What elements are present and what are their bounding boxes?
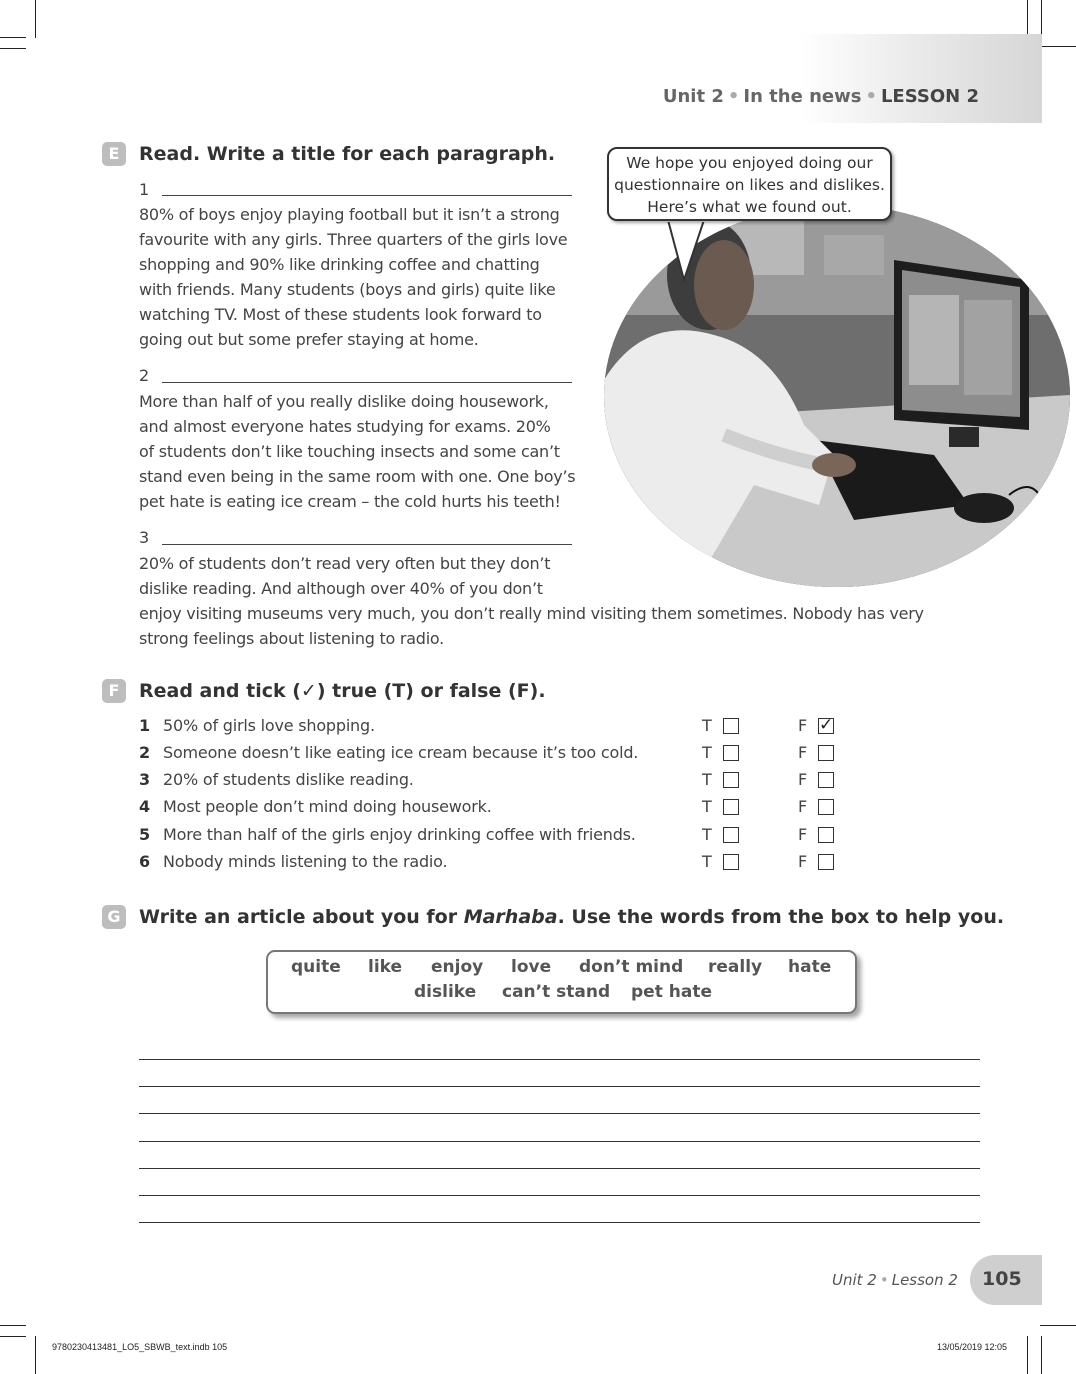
paragraph-3-number: 3 — [139, 528, 150, 547]
crop-mark — [1027, 0, 1028, 38]
section-f-badge: F — [102, 679, 126, 703]
crop-mark — [0, 37, 26, 38]
false-checkbox[interactable] — [818, 854, 834, 870]
running-header: Unit 2 • In the news • LESSON 2 — [662, 86, 979, 107]
tf-item: 5 More than half of the girls enjoy drinking coffee with friends. T F — [139, 825, 859, 851]
false-checkbox[interactable] — [818, 745, 834, 761]
word-chip: like — [368, 957, 403, 977]
true-checkbox[interactable] — [723, 827, 739, 843]
paragraph-2: More than half of you really dislike doing housework, and almost everyone hates studying for exams. 20% of students don’t like touching insects and some can’t stand even being in the same room with one. One boy’s pet hate is eating ice cream – the cold hurts his teeth! — [139, 392, 576, 511]
word-chip: don’t mind — [579, 957, 684, 977]
true-checkbox[interactable] — [723, 799, 739, 815]
word-chip: can’t stand — [502, 982, 611, 1002]
paragraph-1-number: 1 — [139, 180, 150, 199]
crop-mark — [35, 1336, 36, 1374]
paragraph-2-title-line[interactable] — [162, 382, 572, 383]
crop-mark — [1027, 1336, 1028, 1374]
crop-mark — [1040, 46, 1076, 47]
crop-mark — [0, 1325, 26, 1326]
bubble-line: Here’s what we found out. — [647, 198, 852, 216]
crop-mark — [0, 48, 26, 49]
tf-item: 4 Most people don’t mind doing housework. T F — [139, 797, 859, 823]
writing-line[interactable] — [139, 1141, 980, 1142]
paragraph-1-title-line[interactable] — [162, 195, 572, 196]
crop-mark — [0, 1336, 26, 1337]
running-footer: Unit 2 • Lesson 2 — [832, 1271, 958, 1289]
word-chip: hate — [788, 957, 832, 977]
writing-line[interactable] — [139, 1222, 980, 1223]
crop-mark — [1041, 1336, 1042, 1374]
word-chip: love — [511, 957, 552, 977]
false-checkbox[interactable] — [818, 772, 834, 788]
crop-mark — [1040, 1325, 1076, 1326]
crop-mark — [35, 0, 36, 38]
paragraph-3-title-line[interactable] — [162, 544, 572, 545]
true-checkbox[interactable] — [723, 745, 739, 761]
paragraph-1: 80% of boys enjoy playing football but it isn’t a strong favourite with any girls. Three quarters of the girls love shopping and 90% like drinking coffee and chatting with friends. Many students (boys and girls) quite like watching TV. Most of these students look forward to going out but some prefer staying at home. — [139, 205, 568, 349]
word-chip: enjoy — [431, 957, 484, 977]
bubble-line: questionnaire on likes and dislikes. — [614, 176, 885, 194]
section-g-badge: G — [102, 905, 126, 929]
writing-line[interactable] — [139, 1195, 980, 1196]
tf-item: 6 Nobody minds listening to the radio. T F — [139, 852, 859, 878]
section-g-title: Write an article about you for Marhaba. Use the words from the box to help you. — [139, 906, 1005, 928]
header-unit: Unit 2 — [662, 86, 724, 107]
word-chip: quite — [291, 957, 341, 977]
false-checkbox[interactable]: ✓ — [819, 715, 834, 735]
header-band — [800, 34, 1042, 123]
word-chip: really — [708, 957, 763, 977]
header-lesson: LESSON 2 — [880, 86, 979, 107]
word-chip: pet hate — [631, 982, 712, 1002]
true-checkbox[interactable] — [723, 718, 739, 734]
tf-item: 3 20% of students dislike reading. T F — [139, 770, 859, 796]
bubble-line: We hope you enjoyed doing our — [626, 154, 873, 172]
writing-line[interactable] — [139, 1086, 980, 1087]
page-number: 105 — [982, 1268, 1022, 1290]
false-checkbox[interactable] — [818, 827, 834, 843]
paragraph-3: 20% of students don’t read very often but they don’t dislike reading. And although over 40% of you don’t enjoy visiting museums very much, you don’t really mind visiting them sometimes. Nobody has very strong feelings about listening to radio. — [139, 554, 924, 648]
crop-mark — [1041, 0, 1042, 38]
writing-line[interactable] — [139, 1113, 980, 1114]
tf-item: 2 Someone doesn’t like eating ice cream because it’s too cold. T F — [139, 743, 859, 769]
writing-line[interactable] — [139, 1168, 980, 1169]
true-checkbox[interactable] — [723, 854, 739, 870]
speech-bubble — [607, 147, 892, 221]
section-e-title: Read. Write a title for each paragraph. — [139, 143, 556, 165]
header-topic: In the news — [743, 86, 862, 107]
false-checkbox[interactable] — [818, 799, 834, 815]
print-slug-date: 13/05/2019 12:05 — [937, 1342, 1008, 1352]
print-slug-file: 9780230413481_LO5_SBWB_text.indb 105 — [52, 1342, 228, 1352]
section-e-badge: E — [102, 142, 126, 166]
writing-line[interactable] — [139, 1059, 980, 1060]
bubble-tail — [662, 218, 722, 288]
word-chip: dislike — [414, 982, 477, 1002]
tf-item: 1 50% of girls love shopping. T F ✓ — [139, 715, 834, 735]
paragraph-2-number: 2 — [139, 366, 150, 385]
true-checkbox[interactable] — [723, 772, 739, 788]
section-f-title: Read and tick (✓) true (T) or false (F). — [139, 680, 546, 702]
